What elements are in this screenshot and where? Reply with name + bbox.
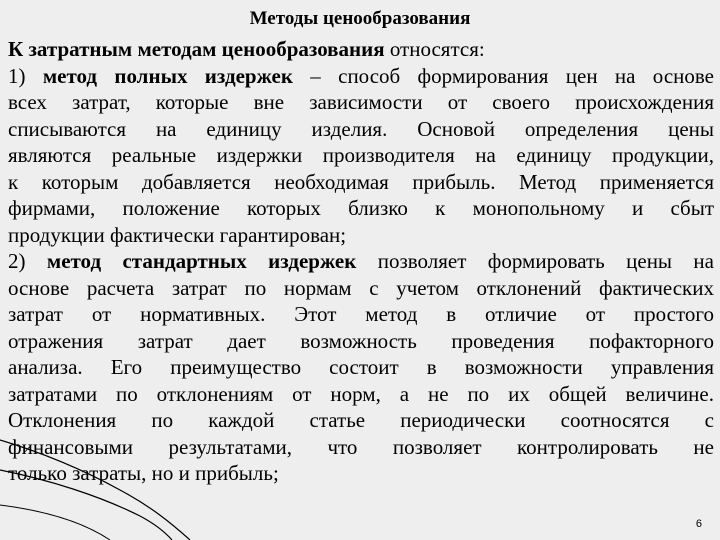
item-2-line: только затраты, но и прибыль; [8,461,279,485]
item-2-line: анализа. Его преимущество состоит в возможности управления [8,355,714,379]
item-2-term: метод стандартных издержек [46,249,357,273]
page-number: 6 [695,518,702,530]
swirl-curve-1 [0,440,190,540]
item-2-text: позволяет формировать цены на [356,249,714,273]
item-2-line: Отклонения по каждой статье периодически соотносятся с [8,408,714,432]
swirl-curve-3 [0,505,110,540]
item-2-line: затрат от нормативных. Этот метод в отличие от простого [8,302,714,326]
item-1-line: являются реальные издержки производителя на единицу продукции, [8,143,714,167]
item-2-line: основе расчета затрат по нормам с учетом отклонений фактических [8,275,714,300]
intro-rest: относятся: [384,37,485,61]
intro-bold: К затратным методам ценообразования [8,37,385,61]
slide-title: Методы ценообразования [249,8,471,29]
item-2-line: финансовыми результатами, что позволяет контролировать не [8,434,714,459]
item-2-line: отражения затрат дает возможность проведения пофакторного [8,328,714,353]
item-1-line: к которым добавляется необходимая прибыль. Метод применяется [8,169,714,194]
item-1-line: всех затрат, которые вне зависимости от своего происхождения [8,90,714,114]
item-1-text: – способ формирования цен на основе [292,63,715,88]
item-1-line: фирмами, положение которых близко к монопольному и сбыт [8,196,714,220]
item-2-number: 2) [8,249,26,273]
item-1-line: продукции фактически гарантирован; [8,222,347,247]
item-1-term: метод полных издержек [42,63,293,88]
item-1-number: 1) [8,63,26,88]
item-1-line: списываются на единицу изделия. Основой определения цены [8,116,714,141]
item-2-line: затратами по отклонениям от норм, а не по их общей величине. [8,381,714,406]
